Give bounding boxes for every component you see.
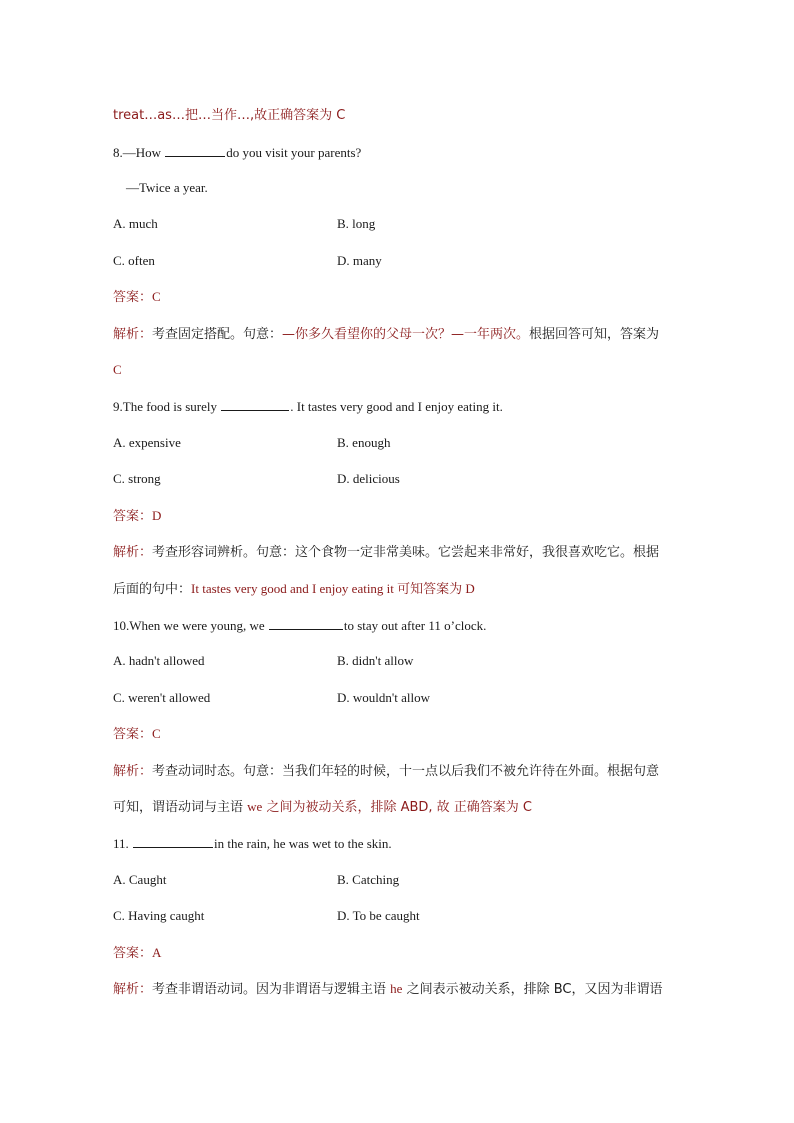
q11-option-b: B. Catching	[337, 872, 400, 887]
q10-explanation-text: 考查动词时态。句意：当我们年轻的时候，十一点以后我们不被允许待在外面。根据句意	[152, 764, 660, 779]
question-8-stem	[113, 144, 361, 161]
q8-option-b: B. long	[337, 216, 376, 231]
q10-explanation-label: 解析：	[113, 764, 153, 779]
q11-explanation-text-b: he	[390, 981, 403, 996]
q10-option-b: B. didn't allow	[337, 653, 414, 668]
prev-explanation-text: treat…as…把…当作…,故正确答案为 C	[113, 108, 346, 123]
q8-explanation-text-a: 考查固定搭配。句意：	[152, 327, 283, 342]
q9-option-c: C. strong	[113, 471, 161, 486]
q9-explanation-text: 考查形容词辨析。句意：这个食物一定非常美味。它尝起来非常好，我很喜欢吃它。根据	[152, 545, 660, 560]
q8-answer-label: 答案：	[113, 290, 153, 305]
q11-option-a: A. Caught	[113, 872, 167, 887]
q8-explanation-text-c: 根据回答可知，答案为	[529, 327, 660, 342]
q10-explanation-text-a: 可知，谓语动词与主语	[113, 800, 248, 815]
q11-answer-label: 答案：	[113, 946, 153, 961]
q8-answer-value: C	[152, 289, 161, 304]
q8-option-d: D. many	[337, 253, 382, 268]
q11-stem-after: in the rain, he was wet to the skin.	[214, 836, 392, 851]
q9-stem-before: 9.The food is surely	[113, 399, 221, 414]
q11-explanation-text-a: 考查非谓语动词。因为非谓语与逻辑主语	[152, 982, 391, 997]
q8-blank	[165, 144, 225, 157]
q10-stem-after: to stay out after 11 o’clock.	[343, 618, 487, 633]
q9-blank	[221, 398, 289, 411]
q9-option-b: B. enough	[337, 435, 391, 450]
q9-option-d: D. delicious	[337, 471, 400, 486]
q10-explanation-line2	[113, 799, 532, 816]
q9-answer	[113, 508, 161, 525]
q11-answer-value: A	[152, 945, 162, 960]
q9-explanation-text-a: 后面的句中：	[113, 582, 192, 597]
question-11-stem	[113, 835, 392, 852]
q8-option-a: A. much	[113, 216, 158, 231]
q11-explanation-line1	[113, 981, 662, 998]
question-9-stem	[113, 398, 503, 415]
q10-option-d: D. wouldn't allow	[337, 690, 430, 705]
q11-option-c: C. Having caught	[113, 908, 205, 923]
q8-answer	[113, 289, 161, 306]
q11-explanation-text-c: 之间表示被动关系，排除 BC，又因为非谓语	[402, 982, 663, 997]
q10-explanation-text-b: we	[247, 799, 263, 814]
q11-explanation-label: 解析：	[113, 982, 153, 997]
q9-explanation-label: 解析：	[113, 545, 153, 560]
question-10-stem	[113, 617, 486, 634]
q10-explanation-line1	[113, 763, 659, 780]
question-8-reply	[126, 180, 208, 196]
q9-answer-value: D	[152, 508, 162, 523]
prev-explanation-tail	[113, 107, 345, 124]
q10-answer-label: 答案：	[113, 727, 153, 742]
q9-stem-after: . It tastes very good and I enjoy eating it.	[290, 399, 503, 414]
q9-answer-label: 答案：	[113, 509, 153, 524]
q9-explanation-line1	[113, 544, 659, 561]
q9-option-a: A. expensive	[113, 435, 181, 450]
q8-explanation-line1	[113, 326, 659, 343]
q11-stem-before: 11.	[113, 836, 133, 851]
q8-option-c: C. often	[113, 253, 155, 268]
q10-option-a: A. hadn't allowed	[113, 653, 205, 668]
q10-option-c: C. weren't allowed	[113, 690, 211, 705]
q11-blank	[133, 835, 213, 848]
q11-option-d: D. To be caught	[337, 908, 420, 923]
q9-explanation-line2	[113, 581, 475, 598]
q10-explanation-text-c: 之间为被动关系，排除 ABD, 故 正确答案为 C	[262, 800, 533, 815]
q8-explanation-text-b: —你多久看望你的父母一次？—一年两次。	[282, 327, 530, 342]
q10-blank	[269, 617, 343, 630]
q10-answer	[113, 726, 161, 743]
q9-explanation-text-b: It tastes very good and I enjoy eating it 可知答案为 D	[191, 581, 475, 596]
q8-explanation-label: 解析：	[113, 327, 153, 342]
q8-stem-before: 8.—How	[113, 145, 165, 160]
q8-reply-text: —Twice a year.	[126, 180, 208, 195]
q10-answer-value: C	[152, 726, 161, 741]
q10-stem-before: 10.When we were young, we	[113, 618, 268, 633]
q8-stem-after: do you visit your parents?	[226, 145, 362, 160]
q8-explanation-line2: C	[113, 362, 122, 377]
q11-answer	[113, 945, 161, 962]
